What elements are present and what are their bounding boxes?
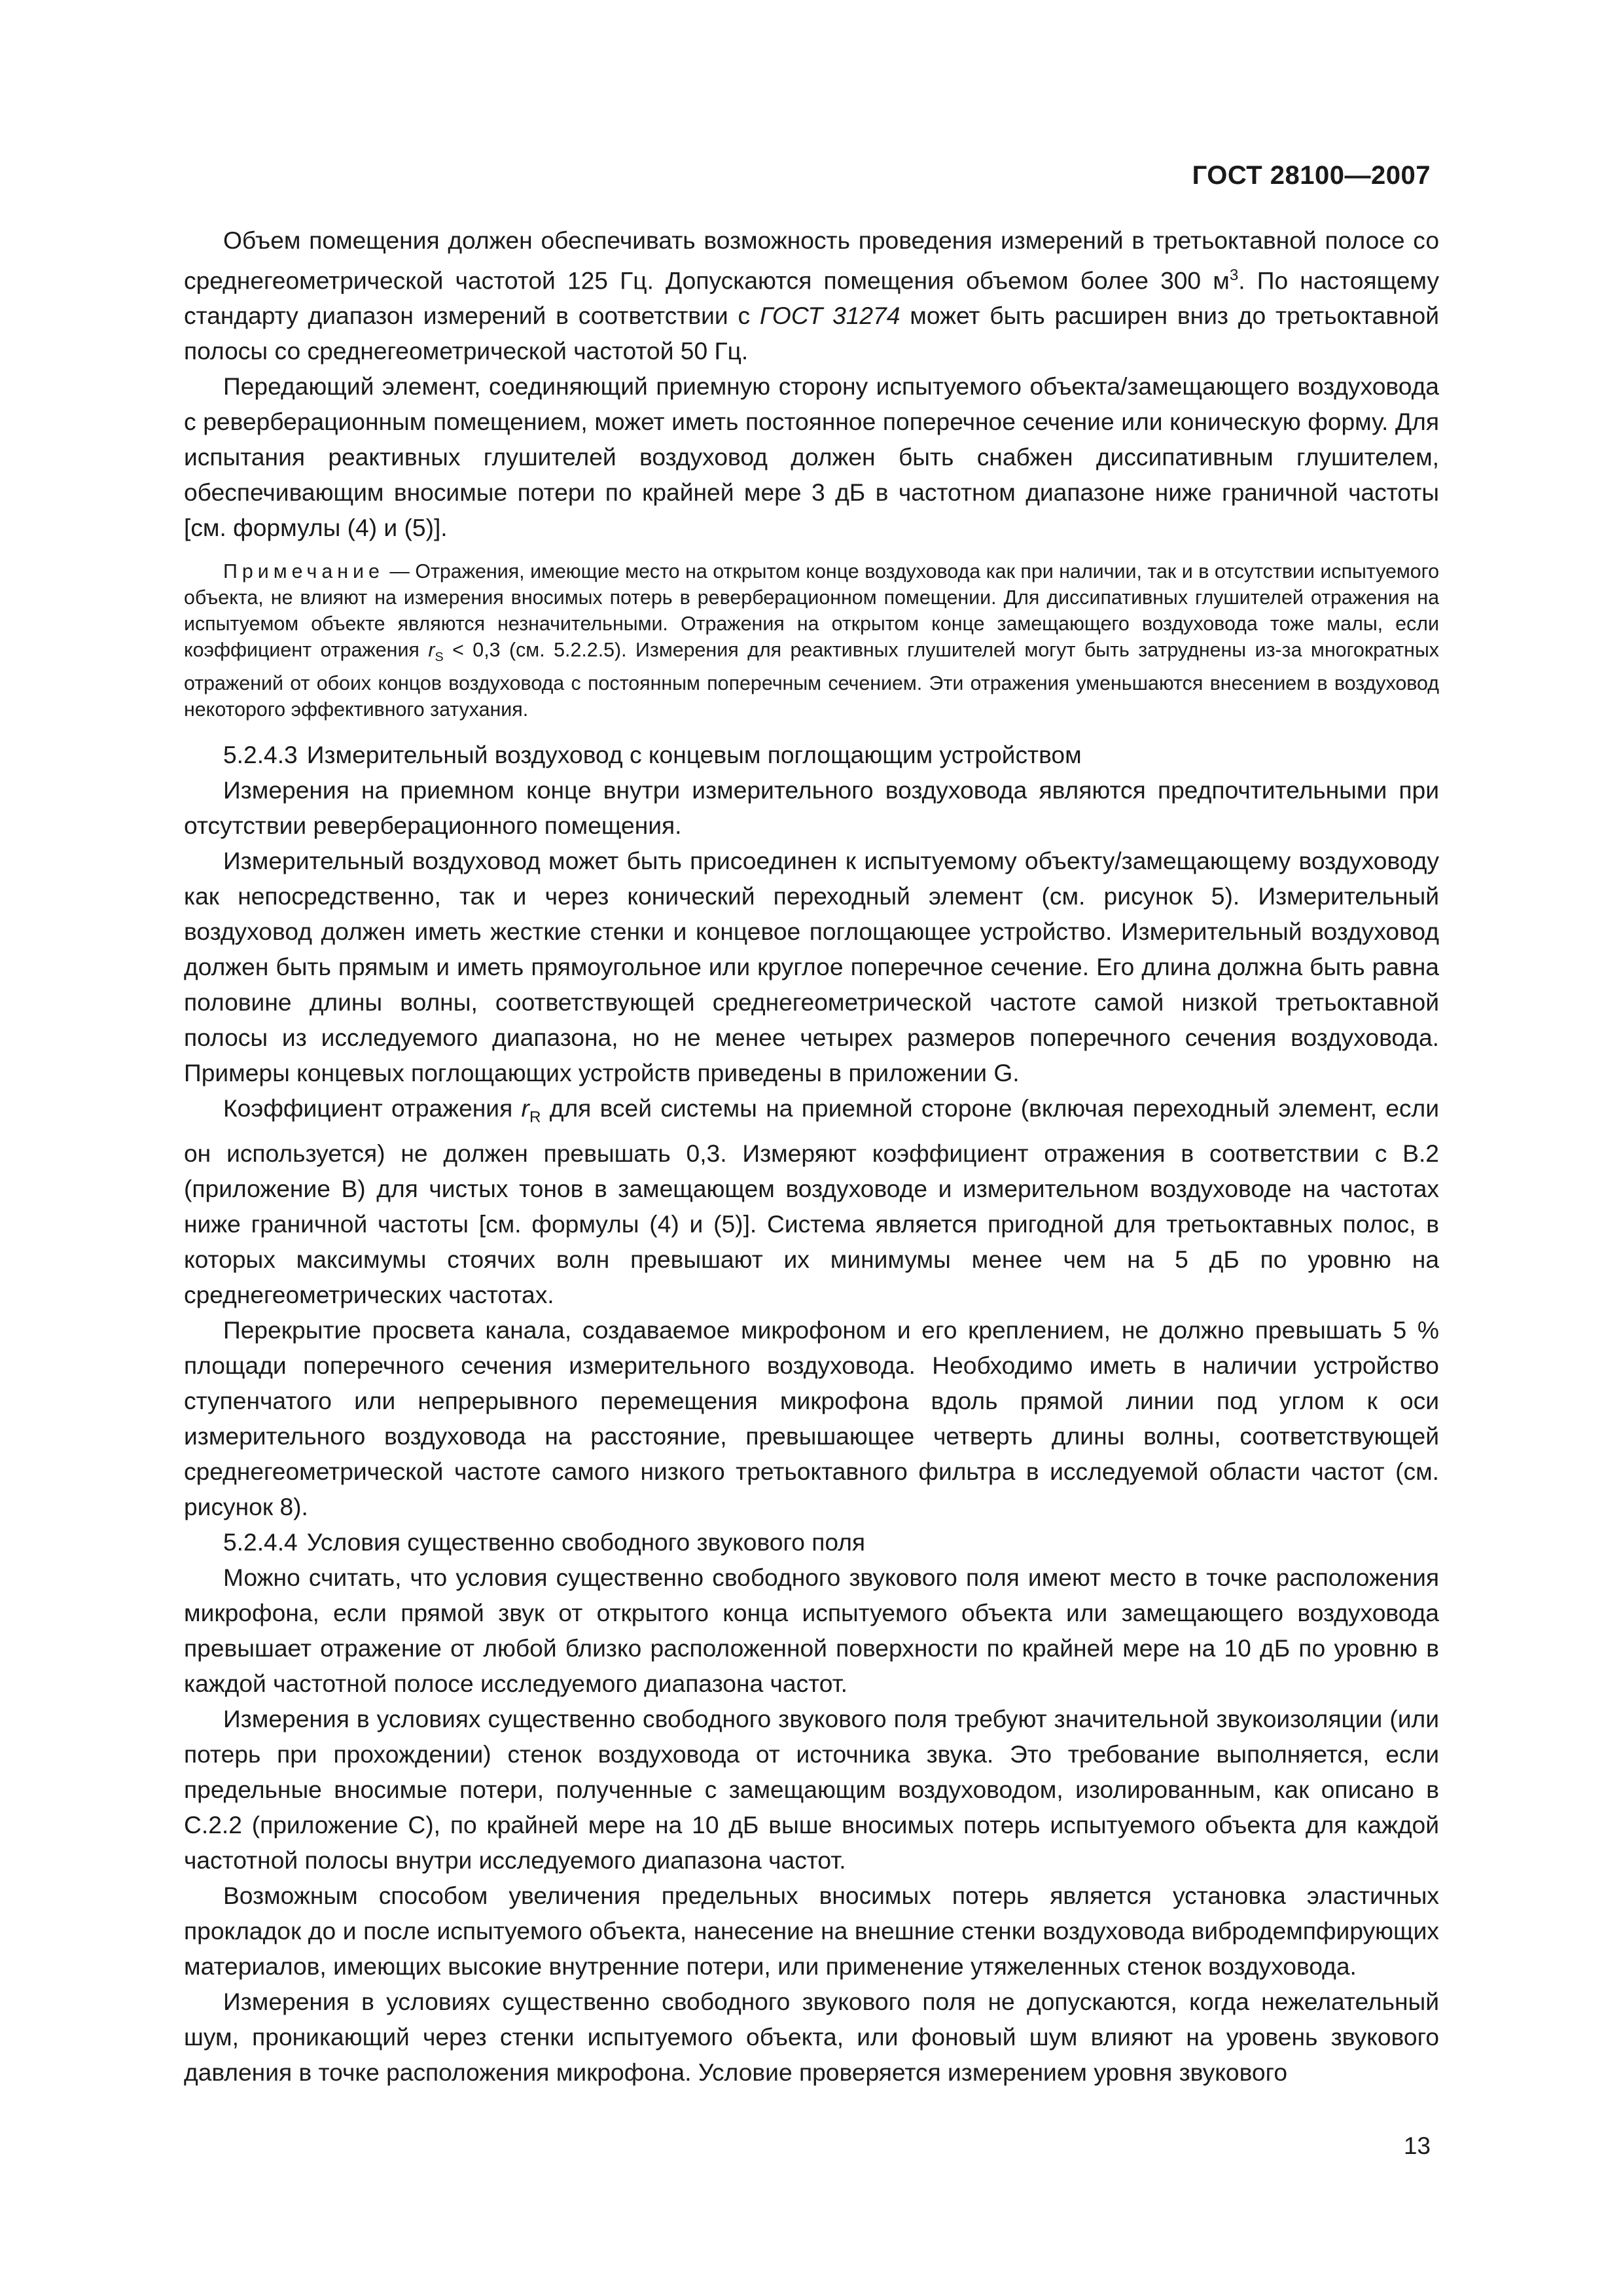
note-block: Примечание — Отражения, имеющие место на открытом конце воздуховода как при наличии, так и в отсутствии испытуемого объекта, не влияют на измерения вносимых потерь в реверберационном помещении. Для диссипативных глушителей отражения на испытуемом объекте являются незначительными. Отражения на открытом конце замещающего воздуховода тоже малы, если коэффициент отражения $r_S < 0,3$ (см. 5.2.2.5). Измерения для реактивных глушителей могут быть затруднены из-за многократных отражений от обоих концов воздуховода с постоянным поперечным сечением. Эти отражения уменьшаются внесением в воздуховод некоторого эффективного затухания. (184, 560, 1439, 721)
paragraph-free-field-conditions: Можно считать, что условия существенно свободного звукового поля имеют место в точке расположения микрофона, если прямой звук от открытого конца испытуемого объекта или замещающего воздуховода превышает отражение от любой близко расположенной поверхности по крайней мере на 10 дБ по уровню в каждой частотной полосе исследуемого диапазона частот. (184, 1563, 1439, 1697)
document-code: ГОСТ 28100—2007 (1192, 161, 1431, 190)
paragraph-microphone-blockage: Перекрытие просвета канала, создаваемое микрофоном и его креплением, не должно превышать 5 % площади поперечного сечения измерительного воздуховода. Необходимо иметь в наличии устройство ступенчатого или непрерывного перемещения микрофона вдоль прямой линии под углом к оси измерительного воздуховода на расстояние, превышающее четверть длины волны, соответствующей среднегеометрической частоте самого низкого третьоктавного фильтра в исследуемой области частот (см. рисунок 8). (184, 1316, 1439, 1520)
section-heading-5-2-4-3: 5.2.4.3 Измерительный воздуховод с концевым поглощающим устройством (223, 741, 1082, 769)
section-heading-5-2-4-4: 5.2.4.4 Условия существенно свободного звукового поля (223, 1528, 866, 1556)
paragraph-reflection-coefficient: Коэффициент отражения $r_R$ для всей системы на приемной стороне (включая переходный элемент, если он используется) не должен превышать 0,3. Измеряют коэффициент отражения в соответствии с B.2 (приложение B) для чистых тонов в замещающем воздуховоде и измерительном воздуховоде на частотах ниже граничной частоты [см. формулы (4) и (5)]. Система является пригодной для третьоктавных полос, в которых максимумы стоячих волн превышают их минимумы менее чем на 5 дБ по уровню на среднегеометрических частотах. (184, 1094, 1439, 1308)
standard-reference: ГОСТ 31274 (759, 302, 901, 330)
note-label: Примечание (223, 560, 384, 583)
paragraph-unwanted-noise: Измерения в условиях существенно свободного звукового поля не допускаются, когда нежелательный шум, проникающий через стенки испытуемого объекта, или фоновый шум влияют на уровень звукового давления в точке расположения микрофона. Условие проверяется измерением уровня звукового (184, 1987, 1439, 2086)
paragraph-transmitting-element: Передающий элемент, соединяющий приемную сторону испытуемого объекта/замещающего воздуховода с реверберационным помещением, может иметь постоянное поперечное сечение или коническую форму. Для испытания реактивных глушителей воздуховод должен быть снабжен диссипативным глушителем, обеспечивающим вносимые потери по крайней мере 3 дБ в частотном диапазоне ниже граничной частоты [см. формулы (4) и (5)]. (184, 372, 1439, 542)
document-body (184, 223, 1439, 2090)
paragraph-sound-insulation: Измерения в условиях существенно свободного звукового поля требуют значительной звукоизоляции (или потерь при прохождении) стенок воздуховода от источника звука. Это требование выполняется, если предельные вносимые потери, полученные с замещающим воздуховодом, изолированным, как описано в С.2.2 (приложение С), по крайней мере на 10 дБ выше вносимых потерь испытуемого объекта для каждой частотной полосы внутри исследуемого диапазона частот. (184, 1704, 1439, 1874)
paragraph-receiving-end: Измерения на приемном конце внутри измерительного воздуховода являются предпочтительными при отсутствии реверберационного помещения. (184, 776, 1439, 840)
paragraph-increasing-losses: Возможным способом увеличения предельных вносимых потерь является установка эластичных прокладок до и после испытуемого объекта, нанесение на внешние стенки воздуховода вибродемпфирующих материалов, имеющих высокие внутренние потери, или применение утяжеленных стенок воздуховода. (184, 1881, 1439, 1980)
superscript-3: 3 (1229, 266, 1239, 284)
paragraph-measuring-duct: Измерительный воздуховод может быть присоединен к испытуемому объекту/замещающему воздуховоду как непосредственно, так и через конический переходный элемент (см. рисунок 5). Измерительный воздуховод должен иметь жесткие стенки и концевое поглощающее устройство. Измерительный воздуховод должен быть прямым и иметь прямоугольное или круглое поперечное сечение. Его длина должна быть равна половине длины волны, соответствующей среднегеометрической частоте самой низкой третьоктавной полосы из исследуемого диапазона, но не менее четырех размеров поперечного сечения воздуховода. Примеры концевых поглощающих устройств приведены в приложении G. (184, 847, 1439, 1087)
paragraph-room-volume: Объем помещения должен обеспечивать возможность проведения измерений в третьоктавной полосе со среднегеометрической частотой 125 Гц. Допускаются помещения объемом более 300 $м^3$. По настоящему стандарту диапазон измерений в соответствии с ГОСТ 31274 может быть расширен вниз до третьоктавной полосы со среднегеометрической частотой 50 Гц. (184, 226, 1439, 365)
page-number: 13 (1403, 2132, 1431, 2159)
